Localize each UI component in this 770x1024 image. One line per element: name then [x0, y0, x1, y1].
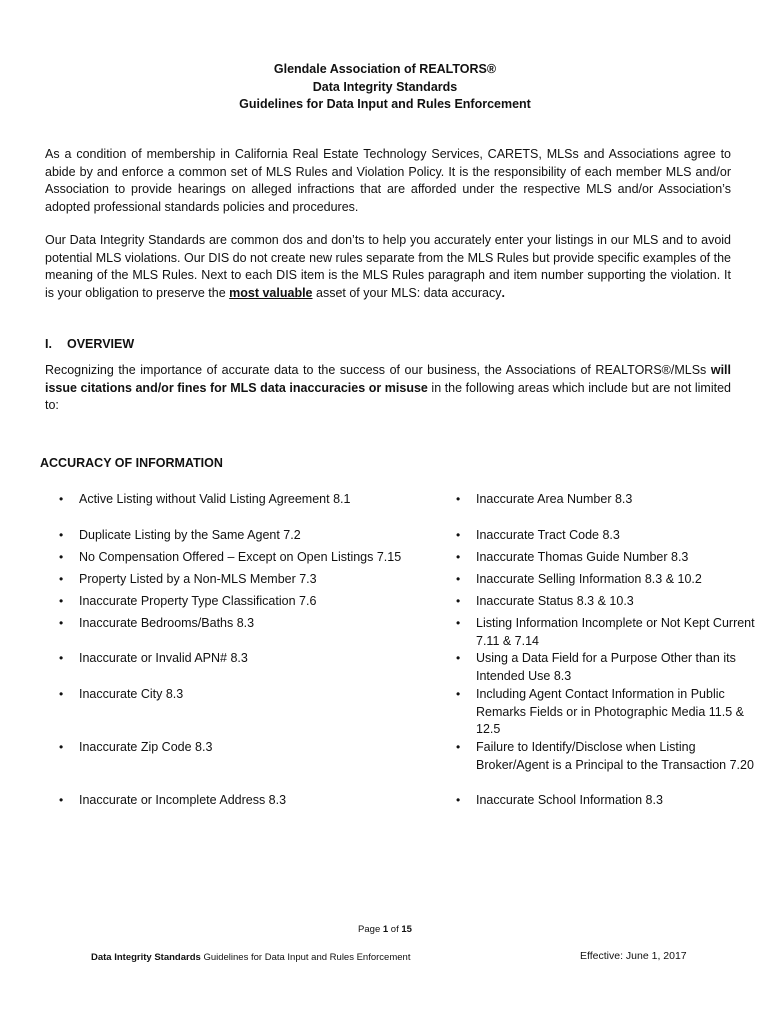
dis-paragraph	[45, 232, 731, 302]
overview-bold-text: will issue citations and/or fines for MLS data inaccuracies or misuse	[45, 363, 731, 395]
footer-effective-date: Effective: June 1, 2017	[580, 950, 687, 962]
dis-emphasis: most valuable	[229, 285, 313, 300]
bullet-icon: •	[59, 651, 64, 665]
bullet-icon: •	[59, 793, 64, 807]
bullet-icon: •	[456, 651, 461, 665]
bullet-icon: •	[59, 740, 64, 754]
list-item: • Listing Information Incomplete or Not Kept Current 7.11 & 7.14	[456, 616, 755, 648]
dis-text-after: asset of your MLS: data accuracy	[312, 285, 502, 300]
list-item: • No Compensation Offered – Except on Open Listings 7.15	[59, 549, 419, 567]
list-item: • Including Agent Contact Information in Public Remarks Fields or in Photographic Media 11.5 & 12.5	[456, 687, 744, 736]
overview-text-after: in the following areas which include but are not limited to:	[45, 380, 731, 412]
list-item: • Inaccurate Property Type Classification 7.6	[59, 593, 419, 611]
section-title: OVERVIEW	[67, 337, 135, 351]
dis-text: Our Data Integrity Standards are common dos and don’ts to help you accurately enter your listings in our MLS and to avoid potential MLS violations. Our DIS do not create new rules separate from the MLS Rules but provide specific examples of the meaning of the MLS Rules. Next to each DIS item is the MLS Rules paragraph and item number supporting the violation. It is your obligation to preserve the	[45, 233, 731, 300]
bullet-icon: •	[456, 616, 461, 630]
list-item: • Inaccurate Bedrooms/Baths 8.3	[59, 615, 419, 633]
bullet-icon: •	[59, 550, 64, 564]
title-association: Glendale Association of REALTORS®	[273, 62, 497, 76]
footer-document-title: Data Integrity Standards Guidelines for Data Input and Rules Enforcement	[91, 952, 411, 963]
list-item: • Inaccurate Thomas Guide Number 8.3	[456, 549, 756, 567]
section-number: I.	[45, 337, 52, 351]
bullet-icon: •	[59, 616, 64, 630]
title-guidelines: Guidelines for Data Input and Rules Enforcement	[239, 97, 531, 111]
list-item: • Inaccurate Area Number 8.3	[456, 491, 756, 509]
list-item: • Using a Data Field for a Purpose Other than its Intended Use 8.3	[456, 651, 736, 683]
bullet-icon: •	[456, 594, 461, 608]
document-title	[0, 61, 770, 114]
list-item: • Inaccurate City 8.3	[59, 686, 419, 704]
list-item: • Failure to Identify/Disclose when Listing Broker/Agent is a Principal to the Transaction 7.20	[456, 740, 754, 772]
list-item: • Inaccurate or Invalid APN# 8.3	[59, 650, 419, 668]
list-item: • Active Listing without Valid Listing Agreement 8.1	[59, 491, 419, 509]
title-standards: Data Integrity Standards	[312, 79, 458, 94]
list-item: • Inaccurate or Incomplete Address 8.3	[59, 792, 419, 810]
bullet-icon: •	[456, 492, 461, 506]
dis-period: .	[501, 285, 505, 300]
overview-text: Recognizing the importance of accurate data to the success of our business, the Associations of REALTORS®/MLSs	[45, 363, 711, 377]
overview-paragraph	[45, 362, 731, 415]
bullet-icon: •	[456, 793, 461, 807]
bullet-icon: •	[456, 572, 461, 586]
list-item: • Inaccurate Selling Information 8.3 & 10.2	[456, 571, 756, 589]
bullet-icon: •	[59, 594, 64, 608]
list-item: • Inaccurate Status 8.3 & 10.3	[456, 593, 756, 611]
list-item: • Inaccurate Zip Code 8.3	[59, 739, 419, 757]
bullet-icon: •	[456, 740, 461, 754]
bullet-icon: •	[59, 528, 64, 542]
page-number: Page 1 of 15	[358, 924, 412, 935]
bullet-icon: •	[456, 528, 461, 542]
intro-paragraph: As a condition of membership in California Real Estate Technology Services, CARETS, MLSs and Associations agree to abide by and enforce a common set of MLS Rules and Violation Policy. It is the responsibility of each member MLS and/or Association to provide hearings on alleged infractions that are afforded under the respective MLS and/or Association’s adopted professional standards policies and procedures.	[45, 147, 731, 214]
list-item: • Duplicate Listing by the Same Agent 7.2	[59, 527, 419, 545]
overview-heading	[45, 337, 134, 351]
bullet-icon: •	[59, 687, 64, 701]
bullet-icon: •	[59, 492, 64, 506]
list-item: • Inaccurate Tract Code 8.3	[456, 527, 756, 545]
bullet-icon: •	[456, 687, 461, 701]
accuracy-heading: ACCURACY OF INFORMATION	[40, 456, 223, 470]
list-item: • Property Listed by a Non-MLS Member 7.3	[59, 571, 419, 589]
list-item: • Inaccurate School Information 8.3	[456, 792, 756, 810]
bullet-icon: •	[59, 572, 64, 586]
bullet-icon: •	[456, 550, 461, 564]
